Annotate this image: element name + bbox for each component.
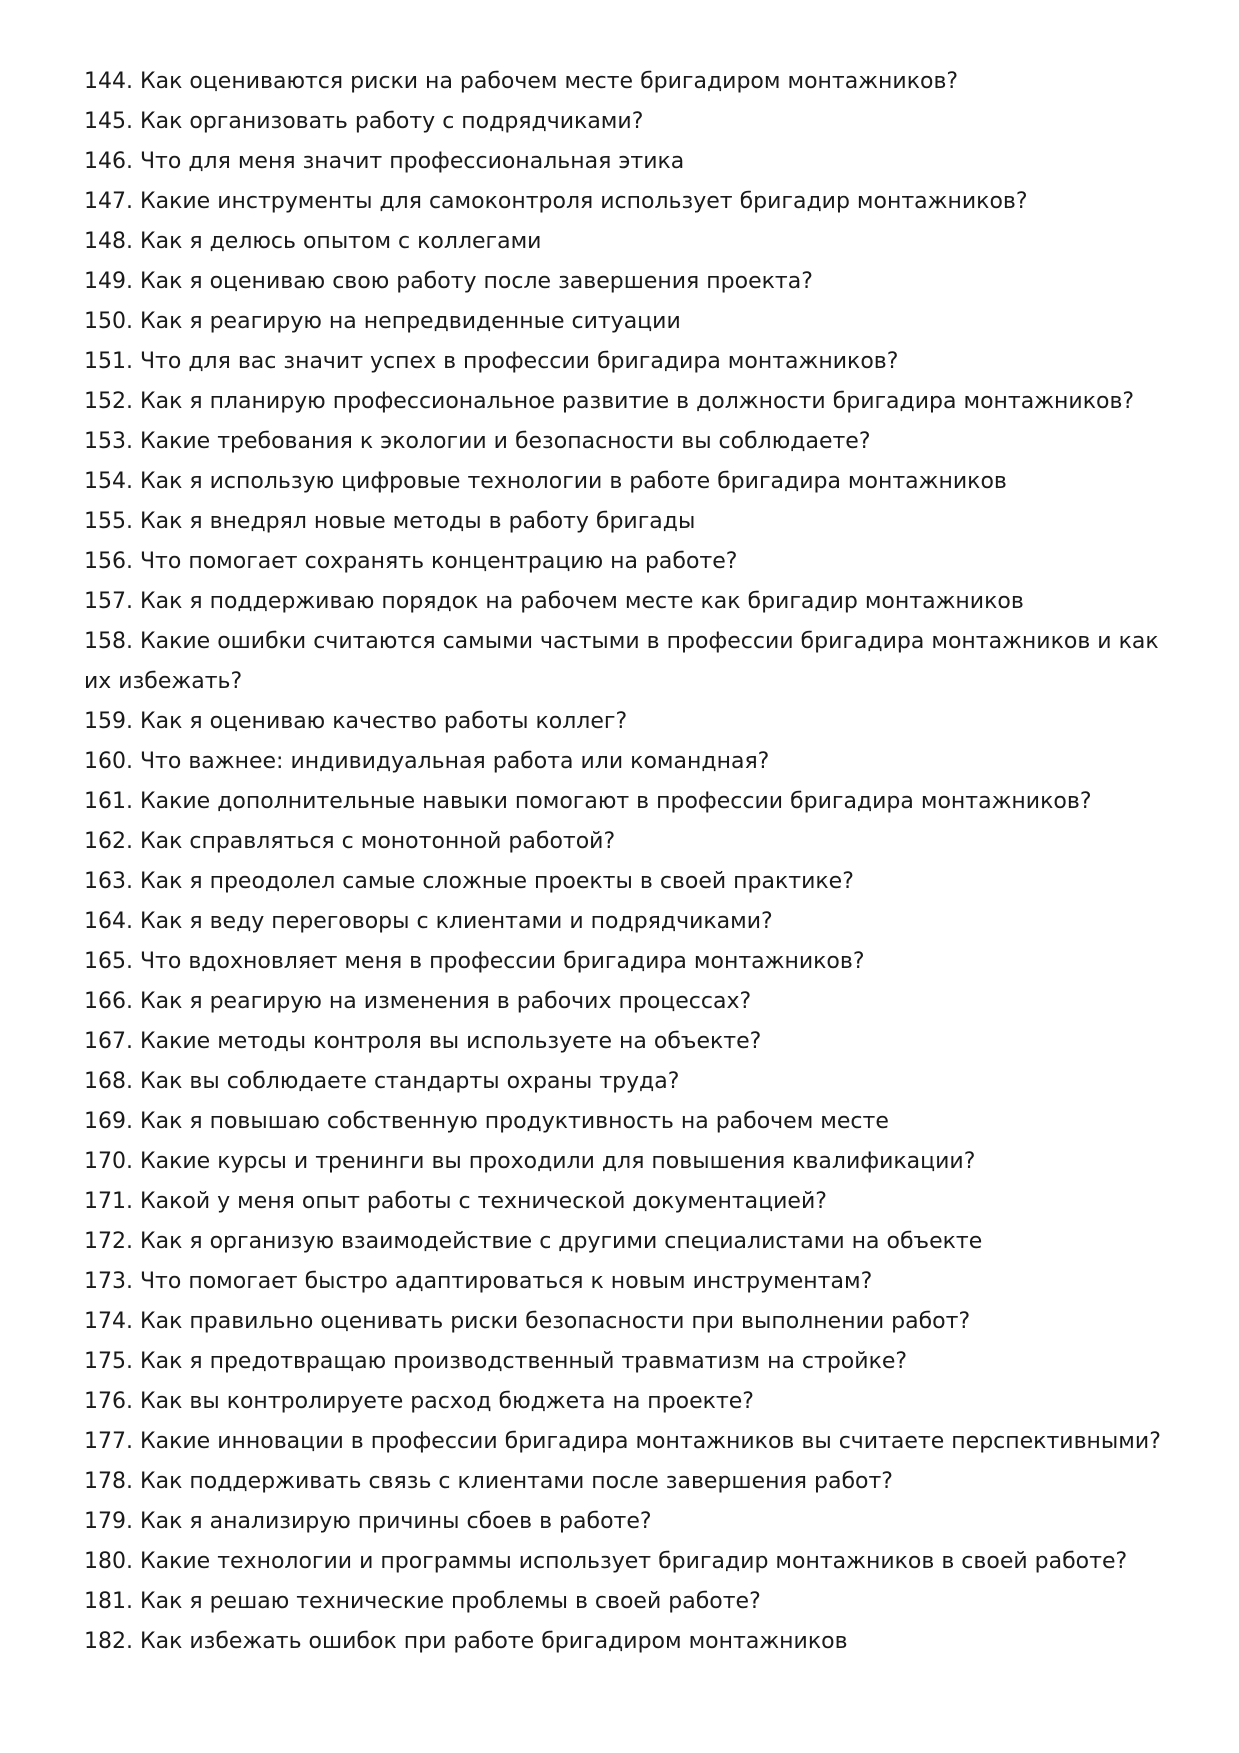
list-item: 146. Что для меня значит профессиональная этика	[84, 149, 685, 174]
list-item: 168. Как вы соблюдаете стандарты охраны труда?	[84, 1069, 680, 1094]
list-item: 155. Как я внедрял новые методы в работу бригады	[84, 509, 696, 534]
list-item: 159. Как я оцениваю качество работы коллег?	[84, 709, 628, 734]
list-item: 152. Как я планирую профессиональное развитие в должности бригадира монтажников?	[84, 389, 1135, 414]
list-item: 147. Какие инструменты для самоконтроля использует бригадир монтажников?	[84, 189, 1028, 214]
list-item: 160. Что важнее: индивидуальная работа или командная?	[84, 749, 770, 774]
list-item: 172. Как я организую взаимодействие с другими специалистами на объекте	[84, 1229, 983, 1254]
list-item: 150. Как я реагирую на непредвиденные ситуации	[84, 309, 681, 334]
list-item: 180. Какие технологии и программы использует бригадир монтажников в своей работе?	[84, 1549, 1128, 1574]
list-item: 162. Как справляться с монотонной работой?	[84, 829, 616, 854]
list-item: 178. Как поддерживать связь с клиентами после завершения работ?	[84, 1469, 893, 1494]
list-item: 179. Как я анализирую причины сбоев в работе?	[84, 1509, 652, 1534]
list-item: 165. Что вдохновляет меня в профессии бригадира монтажников?	[84, 949, 865, 974]
list-item: 174. Как правильно оценивать риски безопасности при выполнении работ?	[84, 1309, 971, 1334]
list-item: 175. Как я предотвращаю производственный травматизм на стройке?	[84, 1349, 908, 1374]
list-item: 171. Какой у меня опыт работы с технической документацией?	[84, 1189, 827, 1214]
list-item: 151. Что для вас значит успех в профессии бригадира монтажников?	[84, 349, 899, 374]
question-list	[84, 62, 1174, 1662]
list-item: 161. Какие дополнительные навыки помогают в профессии бригадира монтажников?	[84, 789, 1092, 814]
list-item: 154. Как я использую цифровые технологии в работе бригадира монтажников	[84, 469, 1007, 494]
list-item: 164. Как я веду переговоры с клиентами и подрядчиками?	[84, 909, 773, 934]
list-item: 170. Какие курсы и тренинги вы проходили для повышения квалификации?	[84, 1149, 976, 1174]
list-item: 173. Что помогает быстро адаптироваться к новым инструментам?	[84, 1269, 873, 1294]
list-item: 153. Какие требования к экологии и безопасности вы соблюдаете?	[84, 429, 871, 454]
list-item: 182. Как избежать ошибок при работе бригадиром монтажников	[84, 1629, 848, 1654]
list-item: 158. Какие ошибки считаются самыми частыми в профессии бригадира монтажников и как их избежать?	[84, 629, 1159, 694]
list-item: 176. Как вы контролируете расход бюджета на проекте?	[84, 1389, 754, 1414]
list-item: 166. Как я реагирую на изменения в рабочих процессах?	[84, 989, 752, 1014]
list-item: 163. Как я преодолел самые сложные проекты в своей практике?	[84, 869, 854, 894]
list-item: 177. Какие инновации в профессии бригадира монтажников вы считаете перспективными?	[84, 1429, 1161, 1454]
list-item: 145. Как организовать работу с подрядчиками?	[84, 109, 644, 134]
list-item: 149. Как я оцениваю свою работу после завершения проекта?	[84, 269, 813, 294]
list-item: 144. Как оцениваются риски на рабочем месте бригадиром монтажников?	[84, 69, 959, 94]
list-item: 148. Как я делюсь опытом с коллегами	[84, 229, 542, 254]
list-item: 167. Какие методы контроля вы используете на объекте?	[84, 1029, 762, 1054]
list-item: 157. Как я поддерживаю порядок на рабочем месте как бригадир монтажников	[84, 589, 1024, 614]
list-item: 156. Что помогает сохранять концентрацию на работе?	[84, 549, 738, 574]
list-item: 181. Как я решаю технические проблемы в своей работе?	[84, 1589, 761, 1614]
list-item: 169. Как я повышаю собственную продуктивность на рабочем месте	[84, 1109, 889, 1134]
